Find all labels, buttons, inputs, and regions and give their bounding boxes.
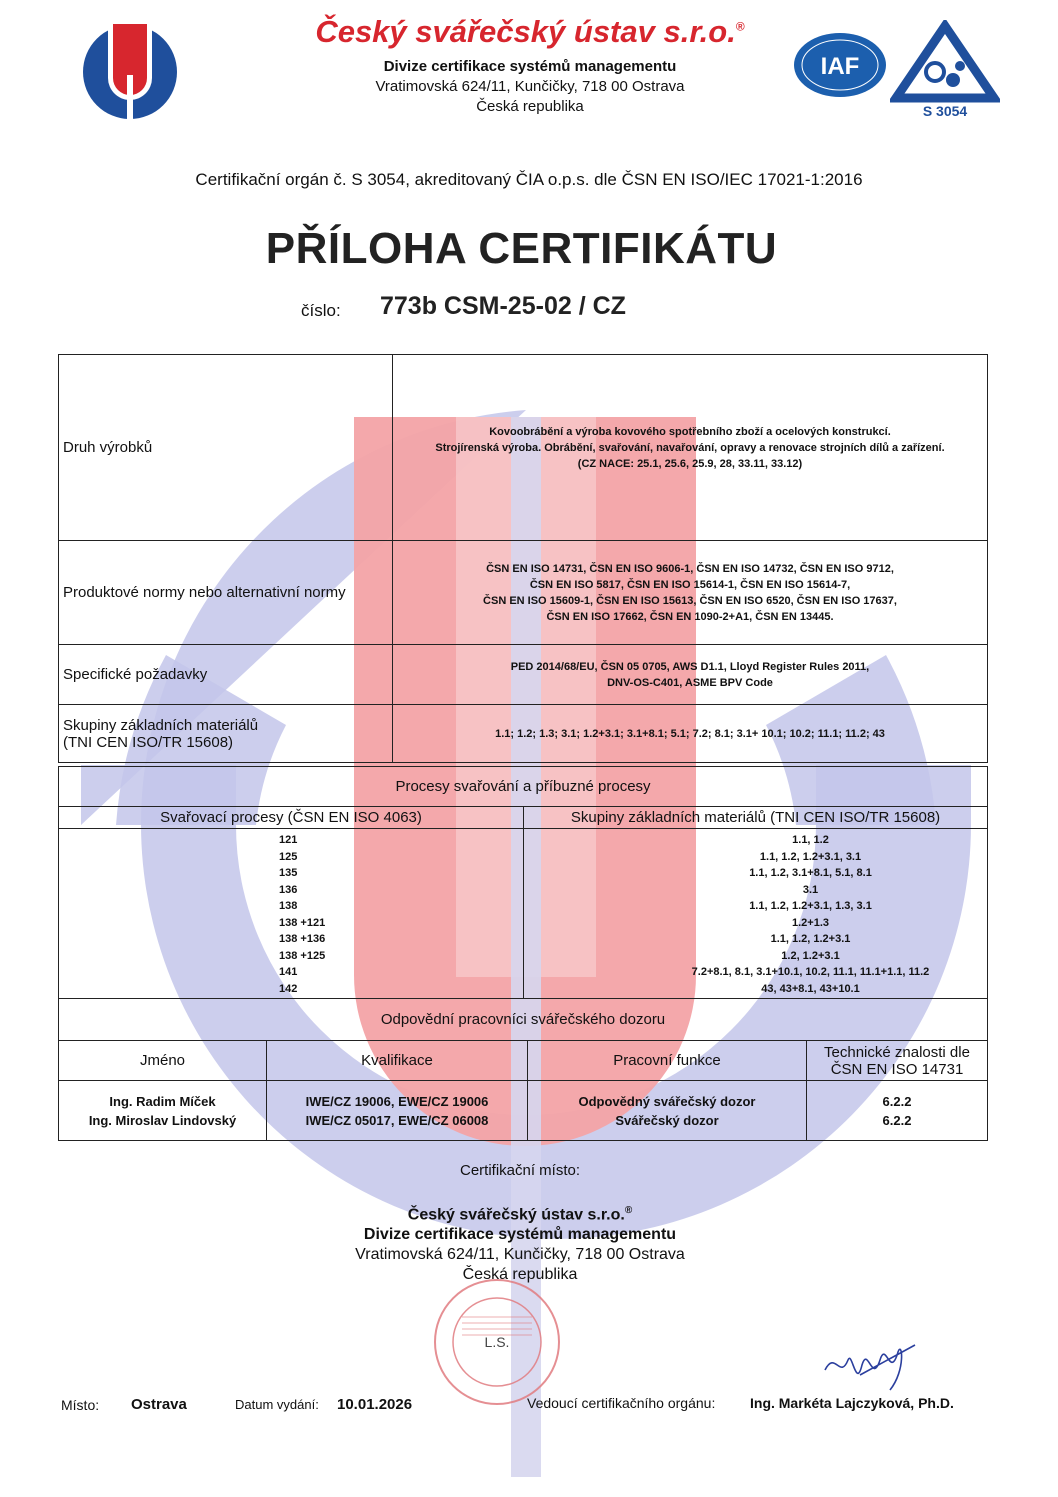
table-row — [59, 645, 988, 705]
list-item: 136 — [279, 883, 298, 896]
staff-table — [58, 998, 988, 1141]
certificate-number: 773b CSM-25-02 / CZ — [380, 292, 626, 320]
company-address: Vratimovská 624/11, Kunčičky, 718 00 Ostrava — [375, 78, 685, 95]
place-value: Ostrava — [131, 1396, 187, 1413]
company-logo-icon — [80, 20, 180, 120]
standards-value: ČSN EN ISO 14731, ČSN EN ISO 9606-1, ČSN EN ISO 14732, ČSN EN ISO 9712, ČSN EN ISO 5817, ČSN EN ISO 15614-1, ČSN EN ISO 15614-7, ČSN EN ISO 15609-1, ČSN EN ISO 15613, ČSN EN ISO 6520, ČSN EN ISO 17637, ČSN EN ISO 17662, ČSN EN 1090-2+A1, ČSN EN 13445. — [393, 541, 988, 645]
material-col-header: Skupiny základních materiálů (TNI CEN ISO/TR 15608) — [524, 807, 988, 829]
scope-table — [58, 354, 988, 763]
cia-code: S 3054 — [922, 103, 968, 119]
list-item: 138 +125 — [279, 949, 326, 962]
certification-company: Český svářečský ústav s.r.o.® — [407, 1205, 633, 1224]
list-item: 138 +136 — [279, 933, 326, 945]
knowledge-header: Technické znalosti dle ČSN EN ISO 14731 — [807, 1041, 988, 1081]
table-row — [59, 355, 988, 541]
material-list — [524, 829, 988, 999]
table-row — [59, 1081, 988, 1141]
head-name: Ing. Markéta Lajczyková, Ph.D. — [750, 1395, 954, 1411]
function-header: Pracovní funkce — [528, 1041, 807, 1081]
iaf-logo-text: IAF — [820, 53, 860, 80]
list-item: 1.1, 1.2, 1.2+3.1, 1.3, 3.1 — [749, 900, 872, 912]
process-list — [59, 829, 524, 999]
certification-division: Divize certifikace systémů managementu — [363, 1226, 677, 1243]
list-item: 138 — [279, 900, 298, 912]
list-item: 7.2+8.1, 8.1, 3.1+10.1, 10.2, 11.1, 11.1+1.1, 11.2 — [691, 966, 930, 978]
list-item: 142 — [279, 982, 298, 995]
specific-label: Specifické požadavky — [59, 645, 393, 705]
materials-label: Skupiny základních materiálů (TNI CEN ISO/TR 15608) — [59, 705, 393, 763]
staff-title: Odpovědní pracovníci svářečského dozoru — [59, 999, 988, 1041]
staff-qualifications: IWE/CZ 19006, EWE/CZ 19006 IWE/CZ 05017, EWE/CZ 06008 — [267, 1081, 528, 1141]
accreditation-statement: Certifikační orgán č. S 3054, akreditovaný ČIA o.p.s. dle ČSN EN ISO/IEC 17021-1:2016 — [195, 170, 863, 189]
list-item: 1.1, 1.2, 1.2+3.1 — [770, 933, 851, 945]
list-item: 1.2, 1.2+3.1 — [781, 949, 840, 962]
staff-knowledge: 6.2.2 6.2.2 — [807, 1081, 988, 1141]
list-item: 1.1, 1.2, 1.2+3.1, 3.1 — [759, 850, 862, 863]
company-name: Český svářečský ústav s.r.o.® — [315, 14, 745, 49]
certification-place-label: Certifikační místo: — [459, 1162, 581, 1179]
name-header: Jméno — [59, 1041, 267, 1081]
document-title: PŘÍLOHA CERTIFIKÁTU — [265, 224, 778, 273]
products-value: Kovoobrábění a výroba kovového spotřebního zboží a ocelových konstrukcí. Strojírenská výroba. Obrábění, svařování, navařování, opravy a renovace strojních dílů a zařízení. (CZ NACE: 25.1, 25.6, 25.9, 28, 33.11, 33.12) — [393, 355, 988, 541]
place-label: Místo: — [61, 1397, 100, 1413]
process-col-header: Svařovací procesy (ČSN EN ISO 4063) — [59, 807, 524, 829]
standards-label: Produktové normy nebo alternativní normy — [59, 541, 393, 645]
list-item: 121 — [279, 834, 298, 846]
issue-date-value: 10.01.2026 — [337, 1396, 413, 1413]
table-row — [59, 705, 988, 763]
list-item: 1.1, 1.2 — [792, 834, 829, 846]
list-item: 43, 43+8.1, 43+10.1 — [761, 982, 860, 995]
official-stamp — [432, 1277, 562, 1407]
iaf-logo-icon — [790, 30, 890, 100]
list-item: 3.1 — [802, 883, 819, 896]
table-row — [59, 541, 988, 645]
issue-date-label: Datum vydání: — [235, 1397, 319, 1412]
list-item: 125 — [279, 850, 298, 863]
certification-country: Česká republika — [462, 1266, 578, 1283]
processes-title: Procesy svařování a příbuzné procesy — [59, 767, 988, 807]
staff-names: Ing. Radim Míček Ing. Miroslav Lindovský — [59, 1081, 267, 1141]
list-item: 1.2+1.3 — [791, 916, 829, 929]
stamp-text: L.S. — [484, 1334, 510, 1350]
processes-table — [58, 766, 988, 999]
list-item: 141 — [279, 966, 298, 978]
materials-value: 1.1; 1.2; 1.3; 3.1; 1.2+3.1; 3.1+8.1; 5.1; 7.2; 8.1; 3.1+ 10.1; 10.2; 11.1; 11.2; 43 — [393, 705, 988, 763]
list-item: 135 — [279, 867, 298, 879]
specific-value: PED 2014/68/EU, ČSN 05 0705, AWS D1.1, Lloyd Register Rules 2011, DNV-OS-C401, ASME BPV Code — [393, 645, 988, 705]
certification-address: Vratimovská 624/11, Kunčičky, 718 00 Ostrava — [355, 1246, 685, 1263]
division-name: Divize certifikace systémů managementu — [383, 58, 677, 75]
number-label: číslo: — [301, 301, 341, 320]
list-item: 138 +121 — [279, 916, 326, 929]
cia-logo-icon — [890, 20, 1000, 120]
head-label: Vedoucí certifikačního orgánu: — [527, 1395, 716, 1411]
list-item: 1.1, 1.2, 3.1+8.1, 5.1, 8.1 — [749, 867, 872, 879]
qualification-header: Kvalifikace — [267, 1041, 528, 1081]
signature — [820, 1330, 920, 1400]
company-country: Česká republika — [476, 98, 584, 115]
products-label: Druh výrobků — [59, 355, 393, 541]
staff-functions: Odpovědný svářečský dozor Svářečský dozor — [528, 1081, 807, 1141]
